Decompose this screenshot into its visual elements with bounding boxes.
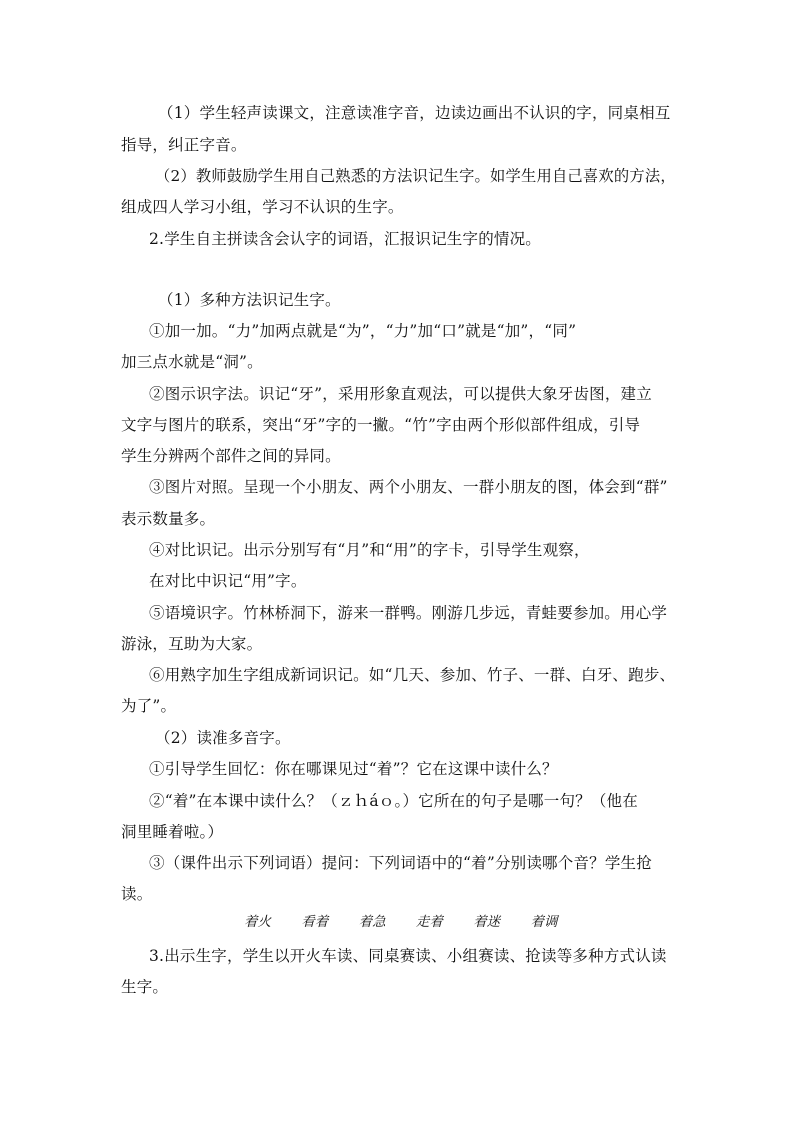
paragraph-line: （2）教师鼓励学生用自己熟悉的方法识记生字。如学生用自己喜欢的方法， xyxy=(155,167,676,185)
paragraph-line: 学生分辨两个部件之间的异同。 xyxy=(121,447,341,465)
paragraph-line: 指导，纠正字音。 xyxy=(121,136,247,154)
word-item: 走着 xyxy=(415,914,443,930)
paragraph-line: 3.出示生字，学生以开火车读、同桌赛读、小组赛读、抢读等多种方式认读 xyxy=(149,947,667,965)
word-item: 着火 xyxy=(244,914,271,930)
paragraph-line: （1）多种方法识记生字。 xyxy=(158,291,341,309)
paragraph-line: 文字与图片的联系，突出“牙”字的一撇。“竹”字由两个形似部件组成，引导 xyxy=(121,416,641,434)
paragraph-line: ③图片对照。呈现一个小朋友、两个小朋友、一群小朋友的图，体会到“群” xyxy=(149,478,668,496)
paragraph-line: 游泳，互助为大家。 xyxy=(121,635,263,653)
paragraph-line: ②“着”在本课中读什么？（ｚｈáｏ。）它所在的句子是哪一句？（他在 xyxy=(149,792,638,810)
paragraph-line: 2.学生自主拼读含会认字的词语，汇报识记生字的情况。 xyxy=(149,230,541,248)
paragraph-line: 在对比中识记“用”字。 xyxy=(149,572,307,590)
paragraph-line: ①加一加。“力”加两点就是“为”，“力”加“口”就是“加”，“同” xyxy=(149,322,577,340)
paragraph-line: 洞里睡着啦。） xyxy=(121,823,224,841)
paragraph-line: （2）读准多音字。 xyxy=(155,729,291,747)
paragraph-line: ⑤语境识字。竹林桥洞下，游来一群鸭。刚游几步远，青蛙要参加。用心学 xyxy=(149,604,668,622)
paragraph-line: 表示数量多。 xyxy=(121,510,216,528)
paragraph-line: ③（课件出示下列词语）提问：下列词语中的“着”分别读哪个音？学生抢 xyxy=(149,854,652,872)
paragraph-line: （1）学生轻声读课文，注意读准字音，边读边画出不认识的字，同桌相互 xyxy=(158,104,671,122)
paragraph-line: ①引导学生回忆：你在哪课见过“着”？它在这课中读什么？ xyxy=(149,760,558,778)
paragraph-line: ⑥用熟字加生字组成新词识记。如“几天、参加、竹子、一群、白牙、跑步、 xyxy=(149,666,676,684)
word-item: 着迷 xyxy=(473,914,501,930)
paragraph-line: ④对比识记。出示分别写有“月”和“用”的字卡，引导学生观察， xyxy=(149,541,590,559)
word-item: 着急 xyxy=(358,914,386,930)
word-item: 着调 xyxy=(530,914,558,930)
polyphone-word-list xyxy=(244,912,557,932)
paragraph-line: 组成四人学习小组，学习不认识的生字。 xyxy=(121,198,404,216)
paragraph-line: 加三点水就是“洞”。 xyxy=(121,353,263,371)
paragraph-line: 生字。 xyxy=(121,978,169,996)
paragraph-line: 读。 xyxy=(121,885,153,903)
paragraph-line: ②图示识字法。识记“牙”，采用形象直观法，可以提供大象牙齿图，建立 xyxy=(149,385,652,403)
paragraph-line: 为了”。 xyxy=(121,697,177,715)
word-item: 看着 xyxy=(301,914,329,930)
